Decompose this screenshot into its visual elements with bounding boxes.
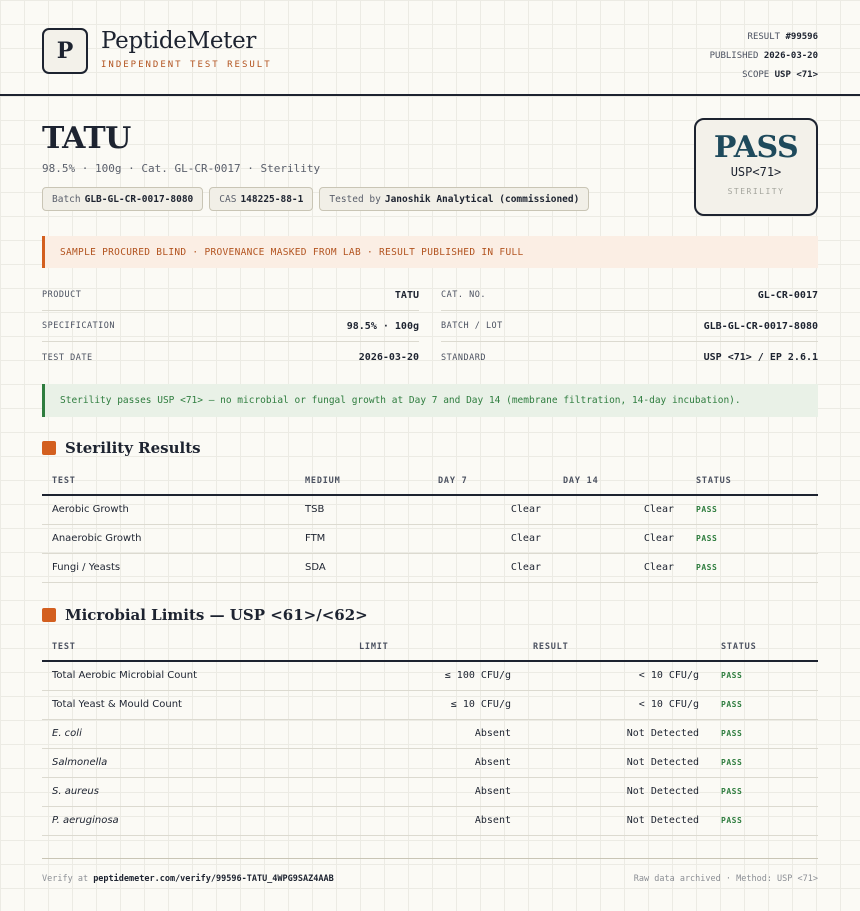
status-badge: PASS bbox=[711, 661, 818, 690]
logo-mark: P bbox=[42, 28, 88, 74]
limit: ≤ 100 CFU/g bbox=[349, 661, 523, 690]
microbial-heading bbox=[42, 606, 368, 624]
day7-result: Clear bbox=[428, 524, 553, 553]
test-name: Anaerobic Growth bbox=[42, 524, 295, 553]
detail-batch-lot: BATCH / LOT GLB-GL-CR-0017-8080 bbox=[441, 311, 818, 342]
test-name: Total Aerobic Microbial Count bbox=[42, 661, 349, 690]
cas-chip: CAS 148225-88-1 bbox=[209, 187, 313, 211]
product-chips bbox=[42, 187, 589, 211]
result: < 10 CFU/g bbox=[523, 690, 711, 719]
detail-specification: SPECIFICATION 98.5% · 100g bbox=[42, 311, 419, 342]
result: Not Detected bbox=[523, 777, 711, 806]
column-header: MEDIUM bbox=[295, 467, 428, 495]
limit: Absent bbox=[349, 719, 523, 748]
table-row bbox=[42, 748, 818, 777]
table-row bbox=[42, 777, 818, 806]
product-subtitle: 98.5% · 100g · Cat. GL-CR-0017 · Sterility bbox=[42, 162, 321, 175]
detail-test-date: TEST DATE 2026-03-20 bbox=[42, 352, 419, 363]
status-badge: PASS bbox=[711, 719, 818, 748]
brand-tagline: INDEPENDENT TEST RESULT bbox=[101, 60, 272, 70]
tested-by-chip: Tested by Janoshik Analytical (commissioned) bbox=[319, 187, 589, 211]
microbial-table bbox=[42, 633, 818, 836]
verdict-standard: USP<71> bbox=[730, 165, 782, 179]
status-badge: PASS bbox=[711, 806, 818, 835]
status-badge: PASS bbox=[686, 524, 818, 553]
report-meta bbox=[710, 28, 818, 85]
day14-result: Clear bbox=[553, 495, 686, 524]
limit: Absent bbox=[349, 806, 523, 835]
column-header: DAY 14 bbox=[553, 467, 686, 495]
column-header: TEST bbox=[42, 467, 295, 495]
detail-cat-no: CAT. NO. GL-CR-0017 bbox=[441, 280, 818, 311]
scope: SCOPE USP <71> bbox=[742, 70, 818, 80]
status-badge: PASS bbox=[686, 553, 818, 582]
batch-chip: Batch GLB-GL-CR-0017-8080 bbox=[42, 187, 203, 211]
sterility-table bbox=[42, 467, 818, 583]
status-badge: PASS bbox=[711, 777, 818, 806]
medium: FTM bbox=[295, 524, 428, 553]
status-badge: PASS bbox=[711, 748, 818, 777]
result: Not Detected bbox=[523, 748, 711, 777]
test-name: Fungi / Yeasts bbox=[42, 553, 295, 582]
brand-name: PeptideMeter bbox=[101, 28, 257, 54]
table-header-row bbox=[42, 467, 818, 495]
column-header: TEST bbox=[42, 633, 349, 661]
limit: Absent bbox=[349, 777, 523, 806]
test-name: Aerobic Growth bbox=[42, 495, 295, 524]
column-header: STATUS bbox=[686, 467, 818, 495]
detail-standard: STANDARD USP <71> / EP 2.6.1 bbox=[441, 352, 818, 363]
result-id: RESULT #99596 bbox=[747, 32, 818, 42]
microbial-title: Microbial Limits — USP <61>/<62> bbox=[65, 606, 368, 624]
day14-result: Clear bbox=[553, 524, 686, 553]
detail-product: PRODUCT TATU bbox=[42, 280, 419, 311]
column-header: DAY 7 bbox=[428, 467, 553, 495]
section-marker-icon bbox=[42, 608, 56, 622]
verify-link[interactable]: peptidemeter.com/verify/99596-TATU_4WPG9SAZ4AAB bbox=[93, 874, 334, 884]
footer-divider bbox=[42, 858, 818, 859]
status-badge: PASS bbox=[711, 690, 818, 719]
table-row bbox=[42, 806, 818, 835]
test-name: Total Yeast & Mould Count bbox=[42, 690, 349, 719]
status-badge: PASS bbox=[686, 495, 818, 524]
result: < 10 CFU/g bbox=[523, 661, 711, 690]
table-row bbox=[42, 553, 818, 582]
limit: ≤ 10 CFU/g bbox=[349, 690, 523, 719]
footer-method: Raw data archived · Method: USP <71> bbox=[633, 874, 818, 884]
column-header: LIMIT bbox=[349, 633, 523, 661]
details-row bbox=[42, 311, 818, 342]
test-name: E. coli bbox=[42, 719, 349, 748]
verdict-word: PASS bbox=[713, 130, 799, 165]
blind-notice: SAMPLE PROCURED BLIND · PROVENANCE MASKED FROM LAB · RESULT PUBLISHED IN FULL bbox=[42, 236, 818, 268]
result-summary: Sterility passes USP <71> — no microbial or fungal growth at Day 7 and Day 14 (membrane filtration, 14-day incubation). bbox=[42, 384, 818, 417]
table-row bbox=[42, 661, 818, 690]
medium: TSB bbox=[295, 495, 428, 524]
table-row bbox=[42, 495, 818, 524]
day14-result: Clear bbox=[553, 553, 686, 582]
test-name: Salmonella bbox=[42, 748, 349, 777]
verdict-scope: STERILITY bbox=[727, 187, 785, 196]
table-row bbox=[42, 690, 818, 719]
result: Not Detected bbox=[523, 806, 711, 835]
test-name: S. aureus bbox=[42, 777, 349, 806]
table-row bbox=[42, 524, 818, 553]
day7-result: Clear bbox=[428, 495, 553, 524]
result: Not Detected bbox=[523, 719, 711, 748]
test-name: P. aeruginosa bbox=[42, 806, 349, 835]
sterility-heading bbox=[42, 439, 201, 457]
details-grid bbox=[42, 280, 818, 373]
report-header bbox=[0, 0, 860, 96]
column-header: RESULT bbox=[523, 633, 711, 661]
column-header: STATUS bbox=[711, 633, 818, 661]
medium: SDA bbox=[295, 553, 428, 582]
details-row bbox=[42, 342, 818, 373]
verify-text: Verify at peptidemeter.com/verify/99596-TATU_4WPG9SAZ4AAB bbox=[42, 874, 334, 884]
verdict-badge bbox=[694, 118, 818, 216]
day7-result: Clear bbox=[428, 553, 553, 582]
table-header-row bbox=[42, 633, 818, 661]
product-title: TATU bbox=[42, 121, 131, 156]
limit: Absent bbox=[349, 748, 523, 777]
published-date: PUBLISHED 2026-03-20 bbox=[709, 51, 818, 61]
section-marker-icon bbox=[42, 441, 56, 455]
details-row bbox=[42, 280, 818, 311]
sterility-title: Sterility Results bbox=[65, 439, 201, 457]
table-row bbox=[42, 719, 818, 748]
